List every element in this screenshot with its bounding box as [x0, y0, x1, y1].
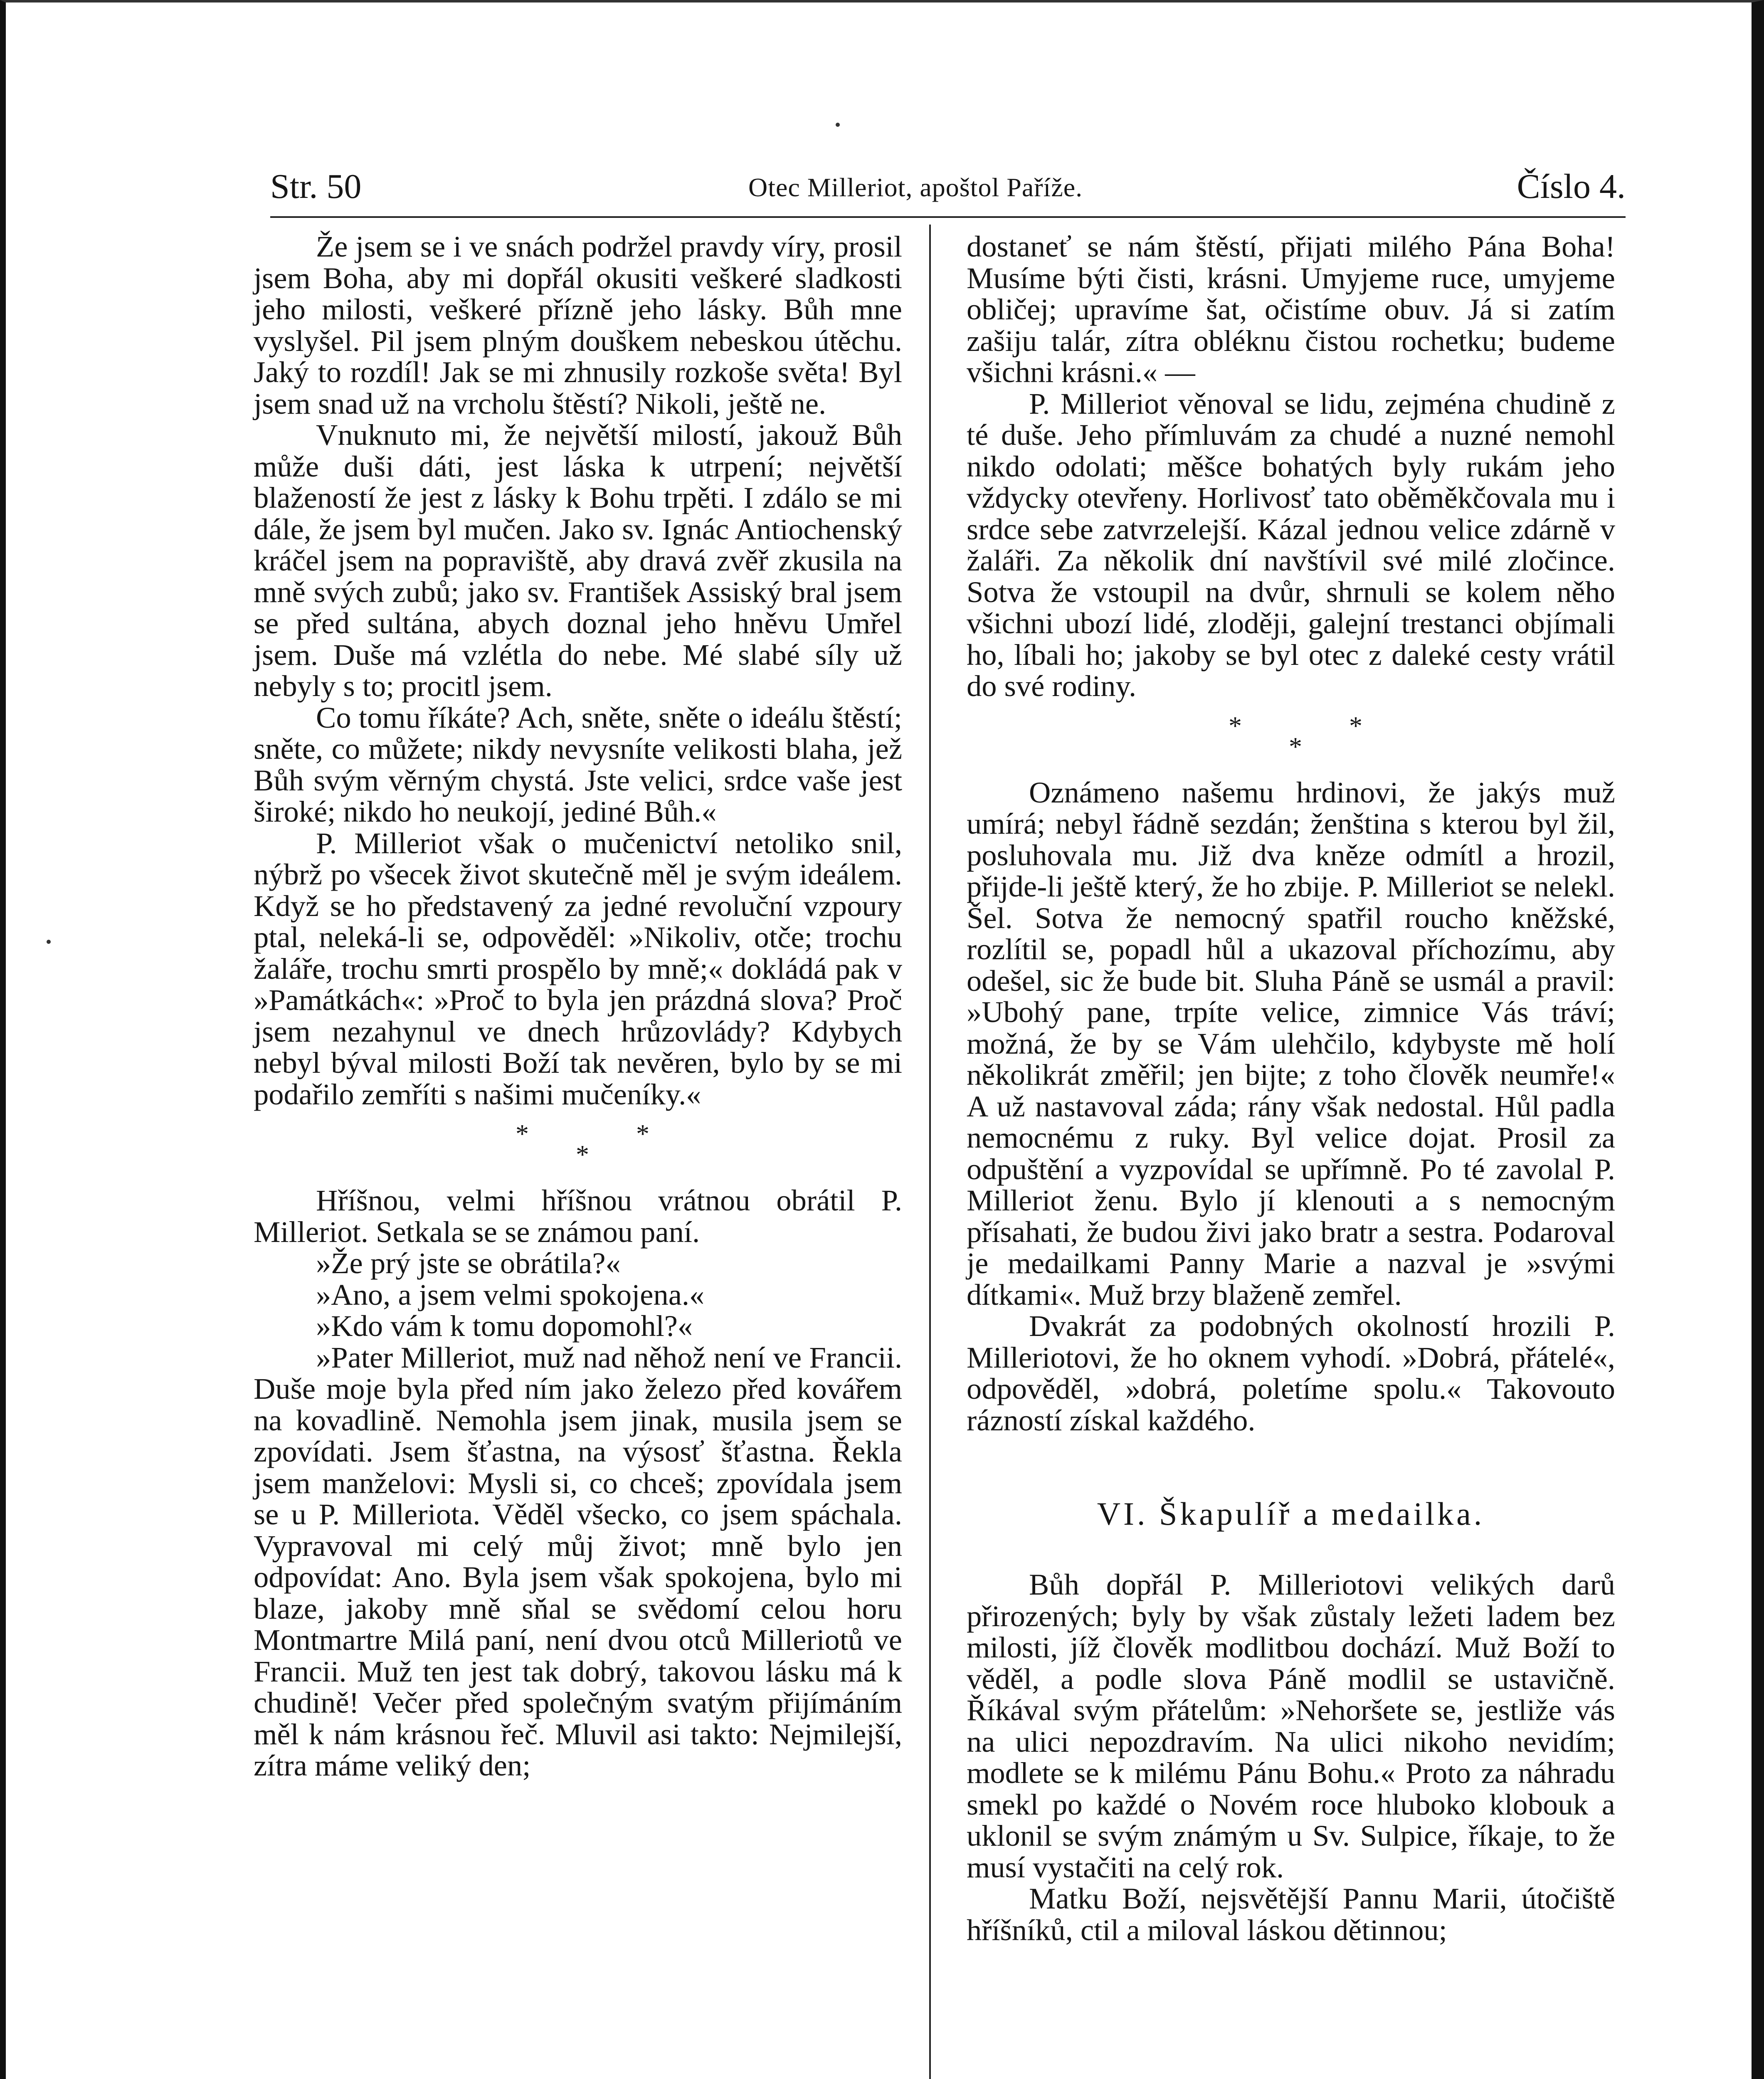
paragraph: Oznámeno našemu hrdinovi, že jakýs muž umírá; nebyl řádně sezdán; ženština s kterou byl žil, posluhovala mu. Již dva kněze odmítl a hrozil, přijde-li ještě který, že ho zbije. P. Milleriot se nelekl. Šel. Sotva že nemocný spatřil roucho kněžské, rozlítil se, popadl hůl a ukazoval příchozímu, aby odešel, sic že bude bit. Sluha Páně se usmál a pravil: »Ubohý pane, trpíte velice, zimnice Vás tráví; možná, že by se Vám ulehčilo, kdybyste mě holí několikrát změřil; jen bijte; z toho člověk neumře!« A už nastavoval záda; rány však nedostal. Hůl padla nemocnému z ruky. Byl velice dojat. Prosil za odpuštění a vyzpovídal se upřímně. Po té zavolal P. Milleriot ženu. Bylo jí klenouti a s nemocným přísahati, že budou živi jako bratr a sestra. Podaroval je medailkami Panny Marie a nazval je »svými dítkami«. Muž brzy blaženě zemřel. — [967, 775, 1615, 1311]
running-title: Otec Milleriot, apoštol Paříže. — [748, 173, 1083, 202]
separator-star: * — [1289, 731, 1302, 761]
paragraph: Dvakrát za podobných okolností hrozili P. Milleriotovi, že ho oknem vyhodí. »Dobrá, přátelé«, odpověděl, »dobrá, poletíme spolu.« Takovouto rázností získal každého. — [967, 1309, 1615, 1437]
paragraph-continued: dostaneť se nám štěstí, přijati milého Pána Boha! Musíme býti čisti, krásni. Umyjeme ruce, umyjeme obličej; upravíme šat, očistíme obuv. Já si zatím zašiju talár, zítra obléknu čistou rochetku; budeme všichni krásni.« — — [967, 230, 1615, 389]
paragraph: P. Milleriot však o mučenictví netoliko snil, nýbrž po všecek život skutečně měl je svým ideálem. Když se ho představený za jedné revoluční vzpoury ptal, neleká-li se, odpověděl: »Nikoliv, otče; trochu žaláře, trochu smrti prospělo by mně;« dokládá pak v »Památkách«: »Proč to byla jen prázdná slova? Proč jsem nezahynul ve dnech hrůzovlády? Kdybych nebyl býval milosti Boží tak nevěren, bylo by se mi podařilo zemříti s našimi mučeníky.« — [254, 826, 902, 1111]
scan-speck — [836, 123, 840, 127]
left-column — [254, 231, 902, 1781]
separator-star: * — [516, 1119, 529, 1148]
paragraph: »Pater Milleriot, muž nad něhož není ve Francii. Duše moje byla před ním jako železo před kovářem na kovadlině. Nemohla jsem jinak, musila jsem se zpovídati. Jsem šťastna, na výsosť šťastna. Řekla jsem manželovi: Mysli si, co chceš; zpovídala jsem se u P. Milleriota. Věděl všecko, co jsem spáchala. Vypravoval mi celý můj život; mně bylo jen odpovídat: Ano. Byla jsem však spokojena, bylo mi blaze, jakoby mně sňal se svědomí celou horu Montmartre Milá paní, není dvou otců Milleriotů ve Francii. Muž ten jest tak dobrý, takovou lásku má k chudině! Večer před společným svatým přijímáním měl k nám krásnou řeč. Mluvil asi takto: Nejmilejší, zítra máme veliký den; — [254, 1340, 902, 1782]
separator-star: * — [576, 1140, 589, 1169]
paragraph: Bůh dopřál P. Milleriotovi velikých darů přirozených; byly by však zůstaly ležeti ladem bez milosti, jíž člověk modlitbou dochází. Muž Boží to věděl, a podle slova Páně modlil se ustavičně. Říkával svým přátelům: »Nehoršete se, jestliže vás na ulici nepozdravím. Na ulici nikoho nevidím; modlete se k milému Pánu Bohu.« Proto za náhradu smekl po každé o Novém roce hluboko klobouk a uklonil se svým známým u Sv. Sulpice, říkaje, to že musí vystačiti na celý rok. — [967, 1568, 1615, 1884]
section-heading: VI. Škapulíř a medailka. — [1097, 1496, 1485, 1532]
dialog-line: »Že prý jste se obrátila?« — [316, 1246, 621, 1280]
issue-number: Číslo 4. — [1517, 167, 1626, 206]
paragraph: Co tomu říkáte? Ach, sněte, sněte o ideálu štěstí; sněte, co můžete; nikdy nevysníte velikosti blaha, jež Bůh svým věrným chystá. Jste velici, srdce vaše jest široké; nikdo ho neukojí, jediné Bůh.« — [254, 700, 902, 828]
paragraph: P. Milleriot věnoval se lidu, zejména chudině z té duše. Jeho přímluvám za chudé a nuzné nemohl nikdo odolati; měšce bohatých byly rukám jeho vždycky otevřeny. Horlivosť tato oběměkčovala mu i srdce sebe zatvrzelejší. Kázal jednou velice zdárně v žaláři. Za několik dní navštívil své milé zločince. Sotva že vstoupil na dvůr, shrnuli se kolem něho všichni ubozí lidé, zloději, galejní trestanci objímali ho, líbali ho; jakoby se byl otec z daleké cesty vrátil do své rodiny. — [967, 386, 1615, 703]
paragraph: Vnuknuto mi, že největší milostí, jakouž Bůh může duši dáti, jest láska k utrpení; největší blažeností že jest z lásky k Bohu trpěti. I zdálo se mi dále, že jsem byl mučen. Jako sv. Ignác Antiochenský kráčel jsem na popraviště, aby dravá zvěř zkusila na mně svých zubů; jako sv. František Assiský bral jsem se před sultána, abych doznal jeho hněvu Umřel jsem. Duše má vzlétla do nebe. Mé slabé síly už nebyly s to; procitl jsem. — [254, 418, 902, 703]
dialog-line: »Ano, a jsem velmi spokojena.« — [316, 1277, 705, 1311]
right-column — [967, 231, 1615, 1946]
separator-star: * — [1229, 711, 1242, 741]
scan-speck — [47, 940, 51, 944]
header-rule — [270, 216, 1626, 218]
paragraph: Matku Boží, nejsvětější Pannu Marii, útočiště hříšníků, ctil a miloval láskou dětinnou; — [967, 1881, 1615, 1947]
dialog-line: »Kdo vám k tomu dopomohl?« — [316, 1309, 693, 1343]
page-header — [270, 166, 1626, 212]
paragraph: Hříšnou, velmi hříšnou vrátnou obrátil P. Milleriot. Setkala se se známou paní. — [254, 1183, 902, 1249]
column-divider — [929, 225, 931, 2079]
separator-star: * — [636, 1119, 649, 1148]
page-number: Str. 50 — [270, 167, 362, 206]
separator-star: * — [1349, 711, 1362, 741]
section-separator — [254, 1110, 902, 1185]
paragraph: Že jsem se i ve snách podržel pravdy víry, prosil jsem Boha, aby mi dopřál okusiti veškeré sladkosti jeho milosti, veškeré přízně jeho lásky. Bůh mne vyslyšel. Pil jsem plným douškem nebeskou útěchu. Jaký to rozdíl! Jak se mi zhnusily rozkoše světa! Byl jsem snad už na vrcholu štěstí? Nikoli, ještě ne. — [254, 230, 902, 420]
section-separator — [967, 702, 1615, 777]
